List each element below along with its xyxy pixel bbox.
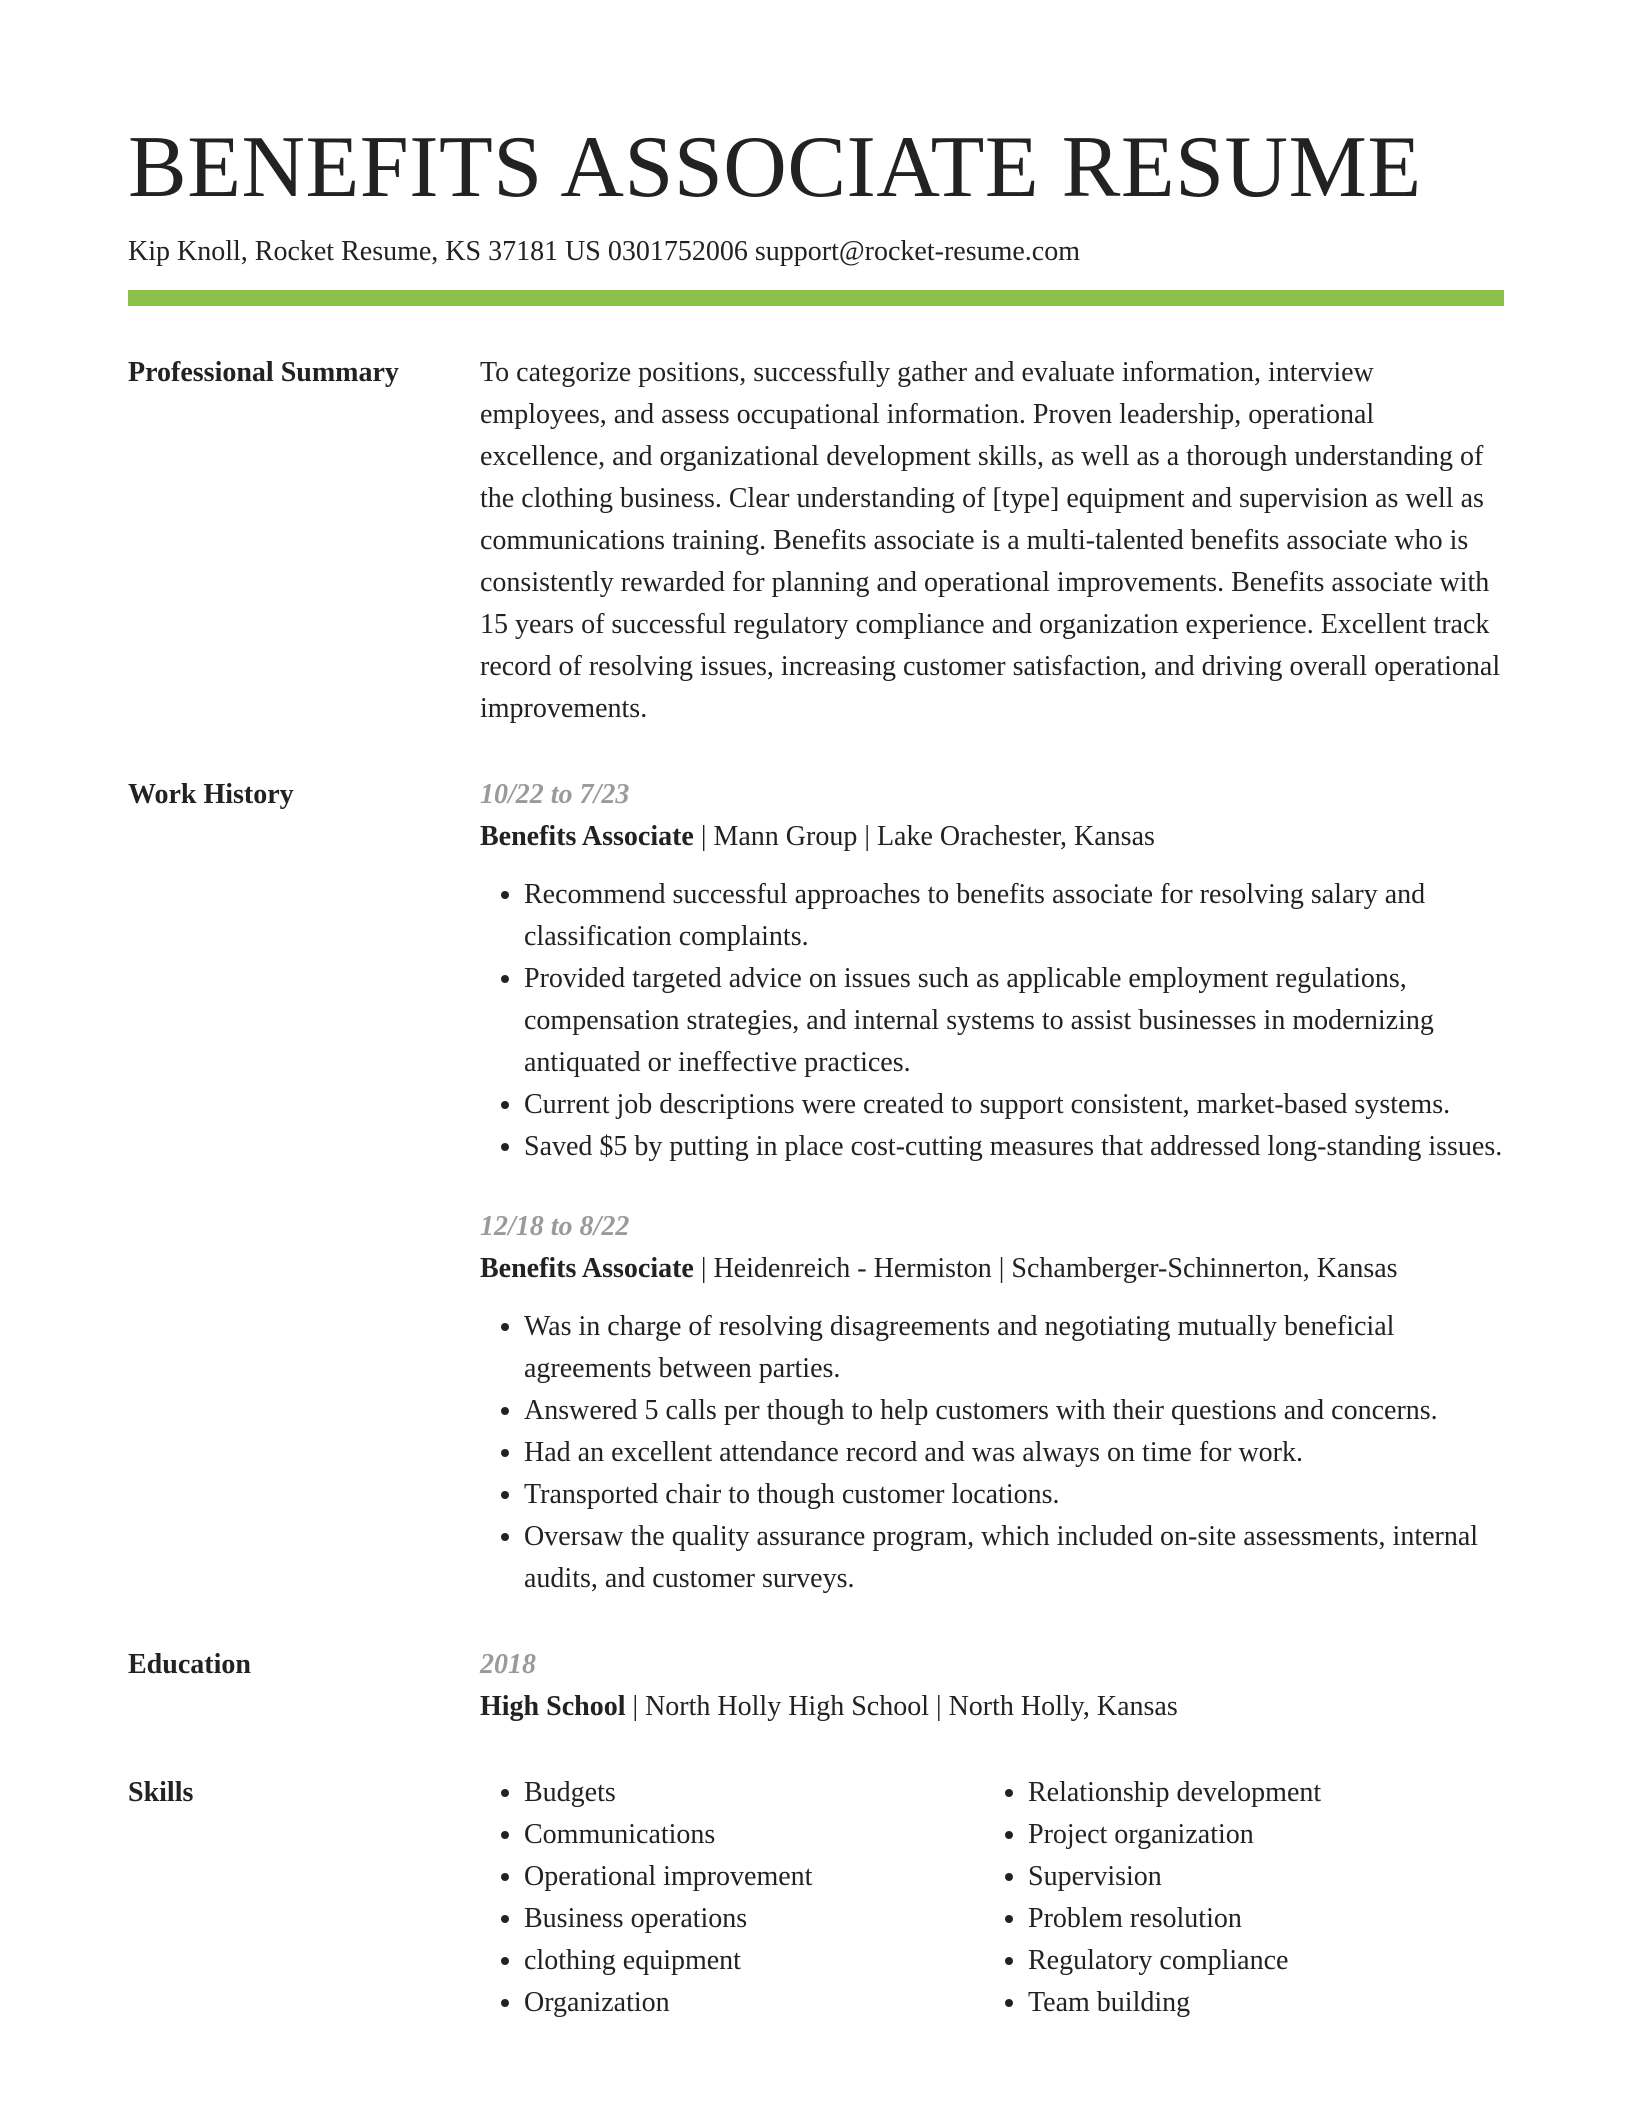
education-content	[480, 1644, 1504, 1728]
skills-list-right	[984, 1772, 1488, 2024]
education-section	[128, 1644, 1504, 1728]
skill-item: • Business operations	[524, 1898, 984, 1940]
skill-item: • Operational improvement	[524, 1856, 984, 1898]
job-details: | Mann Group | Lake Orachester, Kansas	[693, 821, 1155, 852]
job-bullet-list	[480, 874, 1504, 1168]
job-bullet: • Oversaw the quality assurance program, which included on-site assessments, internal audits, and customer surveys.	[524, 1516, 1504, 1600]
education-line	[480, 1686, 1504, 1728]
work-history-content	[480, 774, 1504, 1600]
skill-item: • Relationship development	[1028, 1772, 1488, 1814]
summary-section	[128, 352, 1504, 730]
summary-text: To categorize positions, successfully gather and evaluate information, interview employees, and assess occupational information. Proven leadership, operational excellence, and organizational development skills, as well as a thorough understanding of the clothing business. Clear understanding of [type] equipment and supervision as well as communications training. Benefits associate is a multi-talented benefits associate who is consistently rewarded for planning and operational improvements. Benefits associate with 15 years of successful regulatory compliance and organization experience. Excellent track record of resolving issues, increasing customer satisfaction, and driving overall operational improvements.	[480, 357, 1501, 724]
job-entry	[480, 774, 1504, 1168]
summary-content	[480, 352, 1504, 730]
job-bullet: • Recommend successful approaches to benefits associate for resolving salary and classification complaints.	[524, 874, 1504, 958]
resume-title: BENEFITS ASSOCIATE RESUME	[128, 119, 1422, 216]
skill-item: • clothing equipment	[524, 1940, 984, 1982]
summary-heading: Professional Summary	[128, 357, 399, 388]
job-bullet: • Saved $5 by putting in place cost-cutting measures that addressed long-standing issues.	[524, 1126, 1504, 1168]
job-title: Benefits Associate	[480, 1253, 694, 1284]
job-date: 12/18 to 8/22	[480, 1211, 630, 1242]
job-bullet-list	[480, 1306, 1504, 1600]
skills-section	[128, 1772, 1504, 2024]
education-heading: Education	[128, 1649, 251, 1680]
job-role-line	[480, 816, 1504, 858]
job-entry	[480, 1206, 1504, 1600]
skills-content	[480, 1772, 1504, 2024]
job-bullet: • Current job descriptions were created to support consistent, market-based systems.	[524, 1084, 1504, 1126]
skill-item: • Organization	[524, 1982, 984, 2024]
work-history-section	[128, 774, 1504, 1600]
education-degree: High School	[480, 1691, 626, 1722]
skill-item: • Regulatory compliance	[1028, 1940, 1488, 1982]
education-date: 2018	[480, 1649, 536, 1680]
job-bullet: • Provided targeted advice on issues such as applicable employment regulations, compensation strategies, and internal systems to assist businesses in modernizing antiquated or ineffective practices.	[524, 958, 1504, 1084]
job-bullet: • Was in charge of resolving disagreements and negotiating mutually beneficial agreements between parties.	[524, 1306, 1504, 1390]
job-bullet: • Transported chair to though customer locations.	[524, 1474, 1504, 1516]
job-date: 10/22 to 7/23	[480, 779, 630, 810]
skill-item: • Team building	[1028, 1982, 1488, 2024]
contact-line: Kip Knoll, Rocket Resume, KS 37181 US 0301752006 support@rocket-resume.com	[128, 236, 1081, 267]
job-bullet: • Answered 5 calls per though to help customers with their questions and concerns.	[524, 1390, 1504, 1432]
skill-item: • Project organization	[1028, 1814, 1488, 1856]
skill-item: • Problem resolution	[1028, 1898, 1488, 1940]
skill-item: • Supervision	[1028, 1856, 1488, 1898]
job-role-line	[480, 1248, 1504, 1290]
work-history-heading: Work History	[128, 779, 294, 810]
skills-grid	[480, 1772, 1504, 2024]
skills-list-left	[480, 1772, 984, 2024]
education-details: | North Holly High School | North Holly, Kansas	[625, 1691, 1178, 1722]
accent-divider	[128, 290, 1504, 306]
skill-item: • Budgets	[524, 1772, 984, 1814]
job-bullet: • Had an excellent attendance record and was always on time for work.	[524, 1432, 1504, 1474]
skill-item: • Communications	[524, 1814, 984, 1856]
job-title: Benefits Associate	[480, 821, 694, 852]
skills-heading: Skills	[128, 1777, 194, 1808]
job-details: | Heidenreich - Hermiston | Schamberger-Schinnerton, Kansas	[693, 1253, 1398, 1284]
